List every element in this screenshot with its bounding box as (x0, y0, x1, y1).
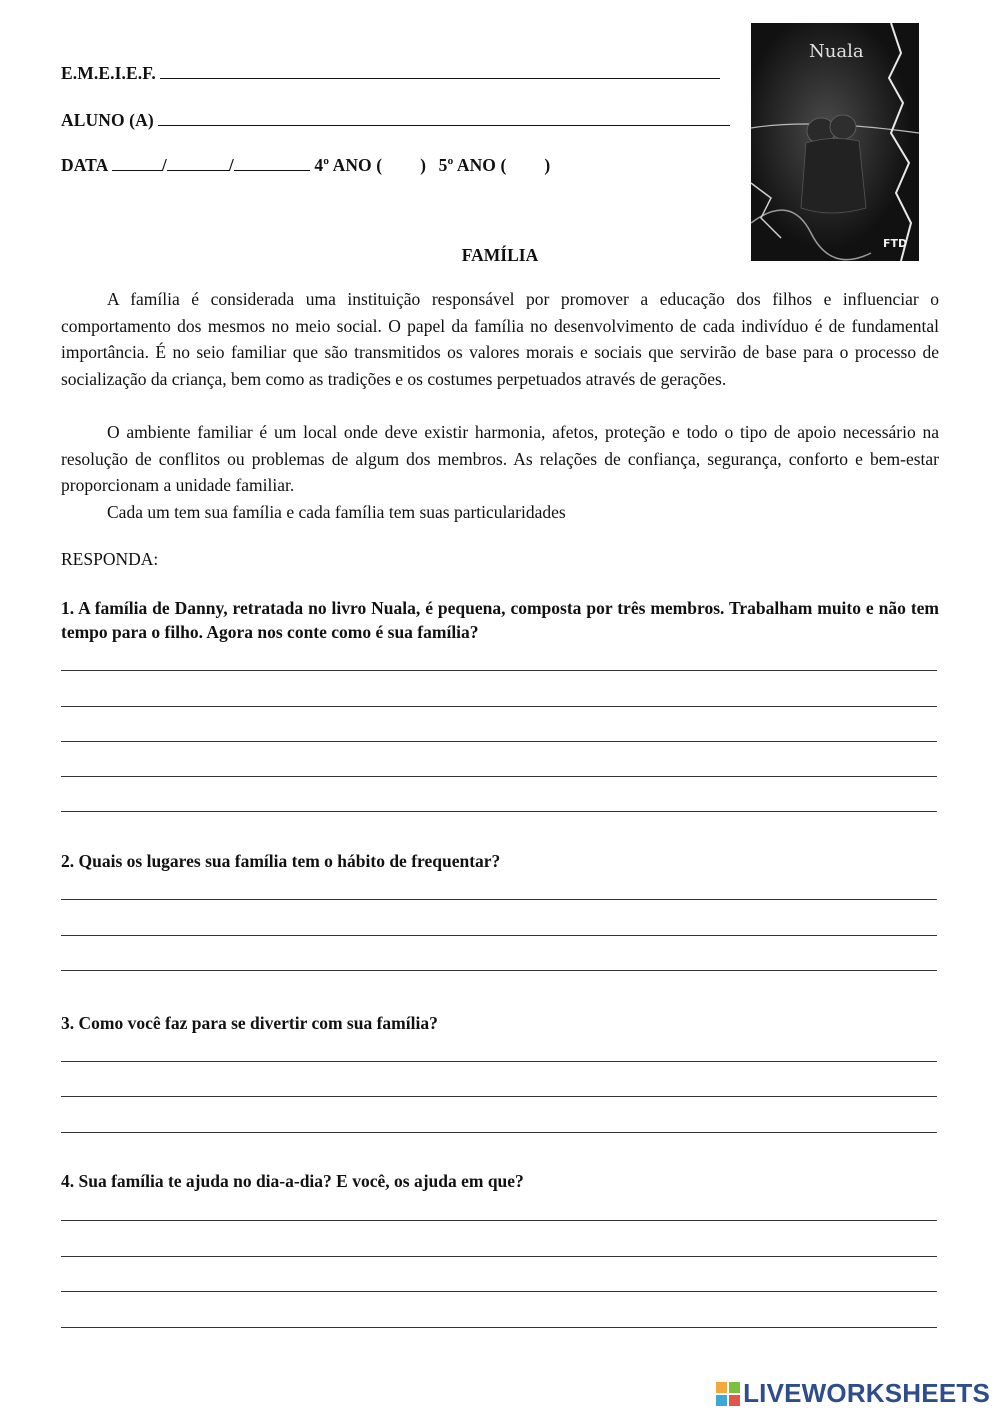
student-input-line[interactable] (158, 125, 730, 126)
date-year-line[interactable] (234, 170, 310, 171)
answer-line[interactable] (61, 1220, 937, 1221)
answer-line[interactable] (61, 970, 937, 971)
question-3: 3. Como você faz para se divertir com sua família? (61, 1013, 438, 1033)
answer-line[interactable] (61, 741, 937, 742)
student-label: ALUNO (A) (61, 110, 154, 130)
paragraph-2: O ambiente familiar é um local onde deve existir harmonia, afetos, proteção e todo o tipo de apoio necessário na resolução de conflitos ou problemas de algum dos membros. As relações de confiança, segurança, conforto e bem-estar proporcionam a unidade familiar. (61, 422, 939, 495)
question-4: 4. Sua família te ajuda no dia-a-dia? E você, os ajuda em que? (61, 1171, 524, 1191)
answer-line[interactable] (61, 1061, 937, 1062)
cover-title: Nuala (809, 41, 864, 62)
grade4-close: ) (420, 155, 427, 175)
liveworksheets-logo-icon (716, 1382, 740, 1406)
date-day-line[interactable] (112, 170, 162, 171)
answer-line[interactable] (61, 1096, 937, 1097)
respond-label: RESPONDA: (61, 549, 159, 569)
liveworksheets-logo[interactable] (716, 1378, 990, 1409)
answer-line[interactable] (61, 1291, 937, 1292)
answer-line[interactable] (61, 1132, 937, 1133)
grade5-label: 5º ANO ( (438, 155, 507, 175)
answer-line[interactable] (61, 776, 937, 777)
book-cover-art (751, 23, 919, 261)
school-field (61, 63, 720, 84)
student-field (61, 110, 730, 131)
paragraph-3: Cada um tem sua família e cada família tem suas particularidades (107, 502, 566, 522)
date-slash: / (161, 155, 167, 175)
school-label: E.M.E.I.E.F. (61, 63, 156, 83)
answer-line[interactable] (61, 1327, 937, 1328)
question-2: 2. Quais os lugares sua família tem o hábito de frequentar? (61, 851, 501, 871)
cover-publisher: FTD (883, 237, 908, 250)
question-1: 1. A família de Danny, retratada no livro Nuala, é pequena, composta por três membros. Trabalham muito e não tem tempo para o filho. Agora nos conte como é sua família? (61, 598, 939, 642)
school-input-line[interactable] (160, 78, 720, 79)
answer-line[interactable] (61, 670, 937, 671)
paragraph-1: A família é considerada uma instituição responsável por promover a educação dos filhos e influenciar o comportamento dos mesmos no meio social. O papel da família no desenvolvimento de cada indivíduo é de fundamental importância. É no seio familiar que são transmitidos os valores morais e sociais que servirão de base para o processo de socialização da criança, bem como as tradições e os costumes perpetuados através de gerações. (61, 289, 939, 389)
answer-line[interactable] (61, 811, 937, 812)
book-cover-image (751, 23, 919, 261)
date-field (61, 155, 550, 176)
answer-line[interactable] (61, 1256, 937, 1257)
grade4-label: 4º ANO ( (314, 155, 383, 175)
date-slash: / (228, 155, 234, 175)
answer-line[interactable] (61, 706, 937, 707)
grade5-close: ) (544, 155, 551, 175)
answer-line[interactable] (61, 935, 937, 936)
answer-line[interactable] (61, 899, 937, 900)
date-month-line[interactable] (167, 170, 229, 171)
page-title: FAMÍLIA (461, 245, 539, 265)
date-label: DATA (61, 155, 108, 175)
liveworksheets-logo-text: LIVEWORKSHEETS (743, 1378, 990, 1408)
